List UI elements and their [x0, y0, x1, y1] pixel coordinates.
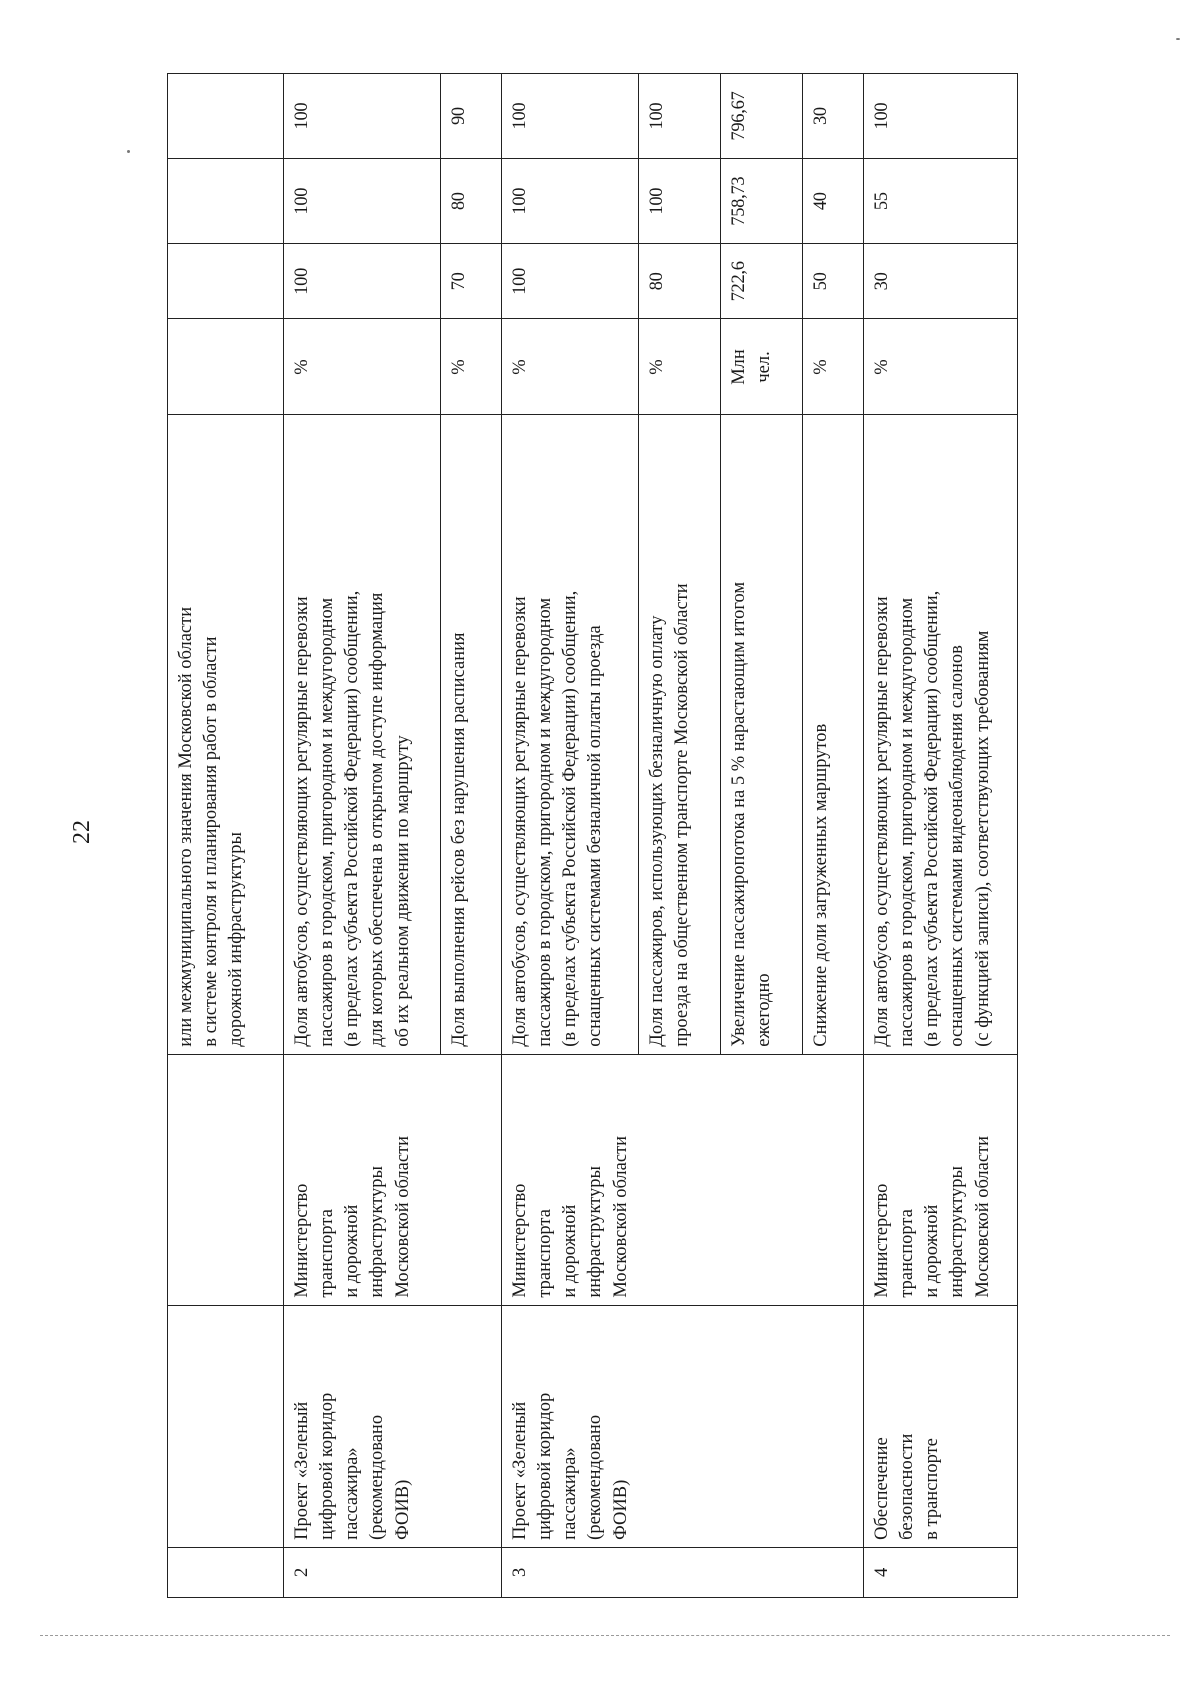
responsible-cell: Министерство транспорта и дорожной инфраструктуры Московской области — [502, 1054, 864, 1305]
value-year-3-cell: 100 — [864, 74, 1018, 159]
row-number-cell: 4 — [864, 1547, 1018, 1597]
responsible-cell — [168, 1054, 284, 1305]
indicator-cell: Доля пассажиров, использующих безналичную оплату проезда на общественном транспорте Московской области — [639, 415, 721, 1054]
indicator-cell: Доля автобусов, осуществляющих регулярные перевозки пассажиров в городском, пригородном и междугородном (в пределах субъекта Российской Федерации) сообщении, оснащенных системами видеонаблюдения салонов (с функцией записи), соответствующих требованиям — [864, 415, 1018, 1054]
unit-cell — [168, 319, 284, 415]
rotated-table-container — [167, 73, 1103, 1598]
value-year-3-cell: 796,67 — [721, 74, 803, 159]
unit-cell: % — [803, 319, 864, 415]
indicators-table — [167, 73, 1018, 1598]
scan-edge-line — [40, 1635, 1170, 1636]
value-year-3-cell: 90 — [441, 74, 502, 159]
indicator-cell: или межмуниципального значения Московской области в системе контроля и планирования работ в области дорожной инфраструктуры — [168, 415, 284, 1054]
table-row — [168, 74, 284, 1598]
responsible-cell: Министерство транспорта и дорожной инфраструктуры Московской области — [864, 1054, 1018, 1305]
unit-cell: % — [284, 319, 441, 415]
value-year-2-cell: 100 — [502, 159, 639, 244]
table-row — [502, 74, 639, 1598]
table-row — [864, 74, 1018, 1598]
value-year-1-cell — [168, 244, 284, 319]
value-year-1-cell: 30 — [864, 244, 1018, 319]
page-number: 22 — [69, 820, 95, 844]
value-year-2-cell: 100 — [284, 159, 441, 244]
value-year-2-cell: 758,73 — [721, 159, 803, 244]
value-year-3-cell: 100 — [502, 74, 639, 159]
value-year-3-cell: 100 — [284, 74, 441, 159]
project-name-cell: Обеспечение безопасности в транспорте — [864, 1305, 1018, 1547]
table-row — [284, 74, 441, 1598]
row-number-cell: 2 — [284, 1547, 502, 1597]
value-year-2-cell: 40 — [803, 159, 864, 244]
scan-speck — [127, 150, 130, 153]
indicator-cell: Снижение доли загруженных маршрутов — [803, 415, 864, 1054]
unit-cell: % — [864, 319, 1018, 415]
value-year-3-cell: 100 — [639, 74, 721, 159]
indicator-cell: Доля автобусов, осуществляющих регулярные перевозки пассажиров в городском, пригородном и междугородном (в пределах субъекта Российской Федерации) сообщении, для которых обеспечена в открытом доступе информация об их реальном движении по маршруту — [284, 415, 441, 1054]
responsible-cell: Министерство транспорта и дорожной инфраструктуры Московской области — [284, 1054, 502, 1305]
value-year-3-cell — [168, 74, 284, 159]
unit-cell: % — [441, 319, 502, 415]
indicator-cell: Доля выполнения рейсов без нарушения расписания — [441, 415, 502, 1054]
value-year-1-cell: 100 — [502, 244, 639, 319]
value-year-1-cell: 50 — [803, 244, 864, 319]
row-number-cell: 3 — [502, 1547, 864, 1597]
unit-cell: % — [639, 319, 721, 415]
value-year-1-cell: 70 — [441, 244, 502, 319]
value-year-1-cell: 80 — [639, 244, 721, 319]
unit-cell: Млн чел. — [721, 319, 803, 415]
project-name-cell: Проект «Зеленый цифровой коридор пассажира» (рекомендовано ФОИВ) — [502, 1305, 864, 1547]
value-year-3-cell: 30 — [803, 74, 864, 159]
unit-cell: % — [502, 319, 639, 415]
value-year-2-cell: 55 — [864, 159, 1018, 244]
scan-speck — [1176, 38, 1180, 40]
value-year-2-cell: 80 — [441, 159, 502, 244]
value-year-2-cell: 100 — [639, 159, 721, 244]
row-number-cell — [168, 1547, 284, 1597]
value-year-2-cell — [168, 159, 284, 244]
value-year-1-cell: 722,6 — [721, 244, 803, 319]
project-name-cell: Проект «Зеленый цифровой коридор пассажира» (рекомендовано ФОИВ) — [284, 1305, 502, 1547]
indicator-cell: Доля автобусов, осуществляющих регулярные перевозки пассажиров в городском, пригородном и междугородном (в пределах субъекта Российской Федерации) сообщении, оснащенных системами безналичной оплаты проезда — [502, 415, 639, 1054]
value-year-1-cell: 100 — [284, 244, 441, 319]
project-name-cell — [168, 1305, 284, 1547]
indicator-cell: Увеличение пассажиропотока на 5 % нарастающим итогом ежегодно — [721, 415, 803, 1054]
